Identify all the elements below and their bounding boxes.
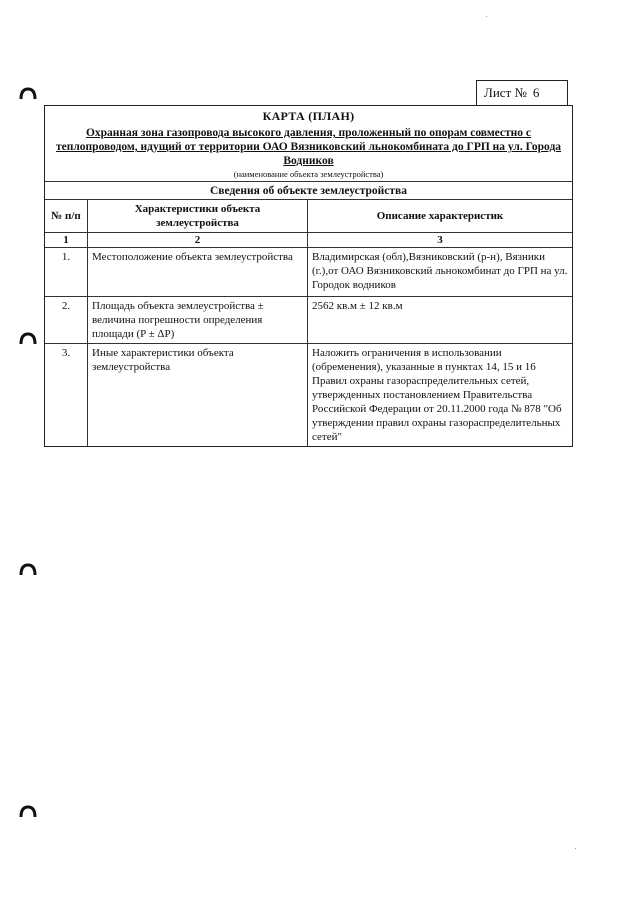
table-row	[45, 344, 572, 447]
column-index: 1	[45, 233, 88, 248]
column-index: 2	[88, 233, 308, 248]
binder-hole-mark	[18, 331, 38, 345]
object-name-caption: (наименование объекта землеустройства)	[233, 169, 384, 179]
row-number: 2.	[45, 297, 88, 344]
sheet-label: Лист №	[484, 85, 527, 100]
sheet-number-box	[476, 80, 568, 106]
binder-hole-mark	[18, 804, 38, 818]
row-description: Наложить ограничения в использовании (обременения), указанные в пунктах 14, 15 и 16 Правил охраны газораспределительных сетей, утвержденных постановлением Правительства Российской Федерации от 20.11.2000 года № 878 "Об утверждении правил охраны газораспределительных сетей"	[308, 344, 573, 447]
characteristics-table	[45, 200, 572, 446]
document-form	[44, 105, 573, 447]
row-characteristic: Площадь объекта землеустройства ± величина погрешности определения площади (P ± ΔP)	[88, 297, 308, 344]
row-characteristic: Местоположение объекта землеустройства	[88, 248, 308, 297]
column-index: 3	[308, 233, 573, 248]
column-header-number: № п/п	[45, 200, 88, 233]
table-row	[45, 297, 572, 344]
document-header	[45, 106, 572, 182]
row-characteristic: Иные характеристики объекта землеустройства	[88, 344, 308, 447]
row-number: 1.	[45, 248, 88, 297]
row-description: Владимирская (обл),Вязниковский (р-н), Вязники (г.),от ОАО Вязниковский льнокомбинат до ГРП на ул. Городок водников	[308, 248, 573, 297]
table-header-row	[45, 200, 572, 233]
column-index-row	[45, 233, 572, 248]
binder-hole-mark	[18, 562, 38, 576]
row-number: 3.	[45, 344, 88, 447]
column-header-description: Описание характеристик	[308, 200, 573, 233]
binder-hole-mark	[18, 86, 38, 100]
scan-speck	[486, 16, 487, 17]
table-row	[45, 248, 572, 297]
scan-speck	[575, 848, 576, 849]
column-header-characteristic: Характеристики объекта землеустройства	[88, 200, 308, 233]
object-name: Охранная зона газопровода высокого давления, проложенный по опорам совместно с теплопроводом, идущий от территории ОАО Вязниковский льнокомбината до ГРП на ул. Города Водников	[55, 127, 562, 167]
sheet-number: 6	[532, 85, 540, 100]
section-title: Сведения об объекте землеустройства	[45, 182, 572, 200]
row-description: 2562 кв.м ± 12 кв.м	[308, 297, 573, 344]
document-title: КАРТА (ПЛАН)	[262, 109, 355, 123]
